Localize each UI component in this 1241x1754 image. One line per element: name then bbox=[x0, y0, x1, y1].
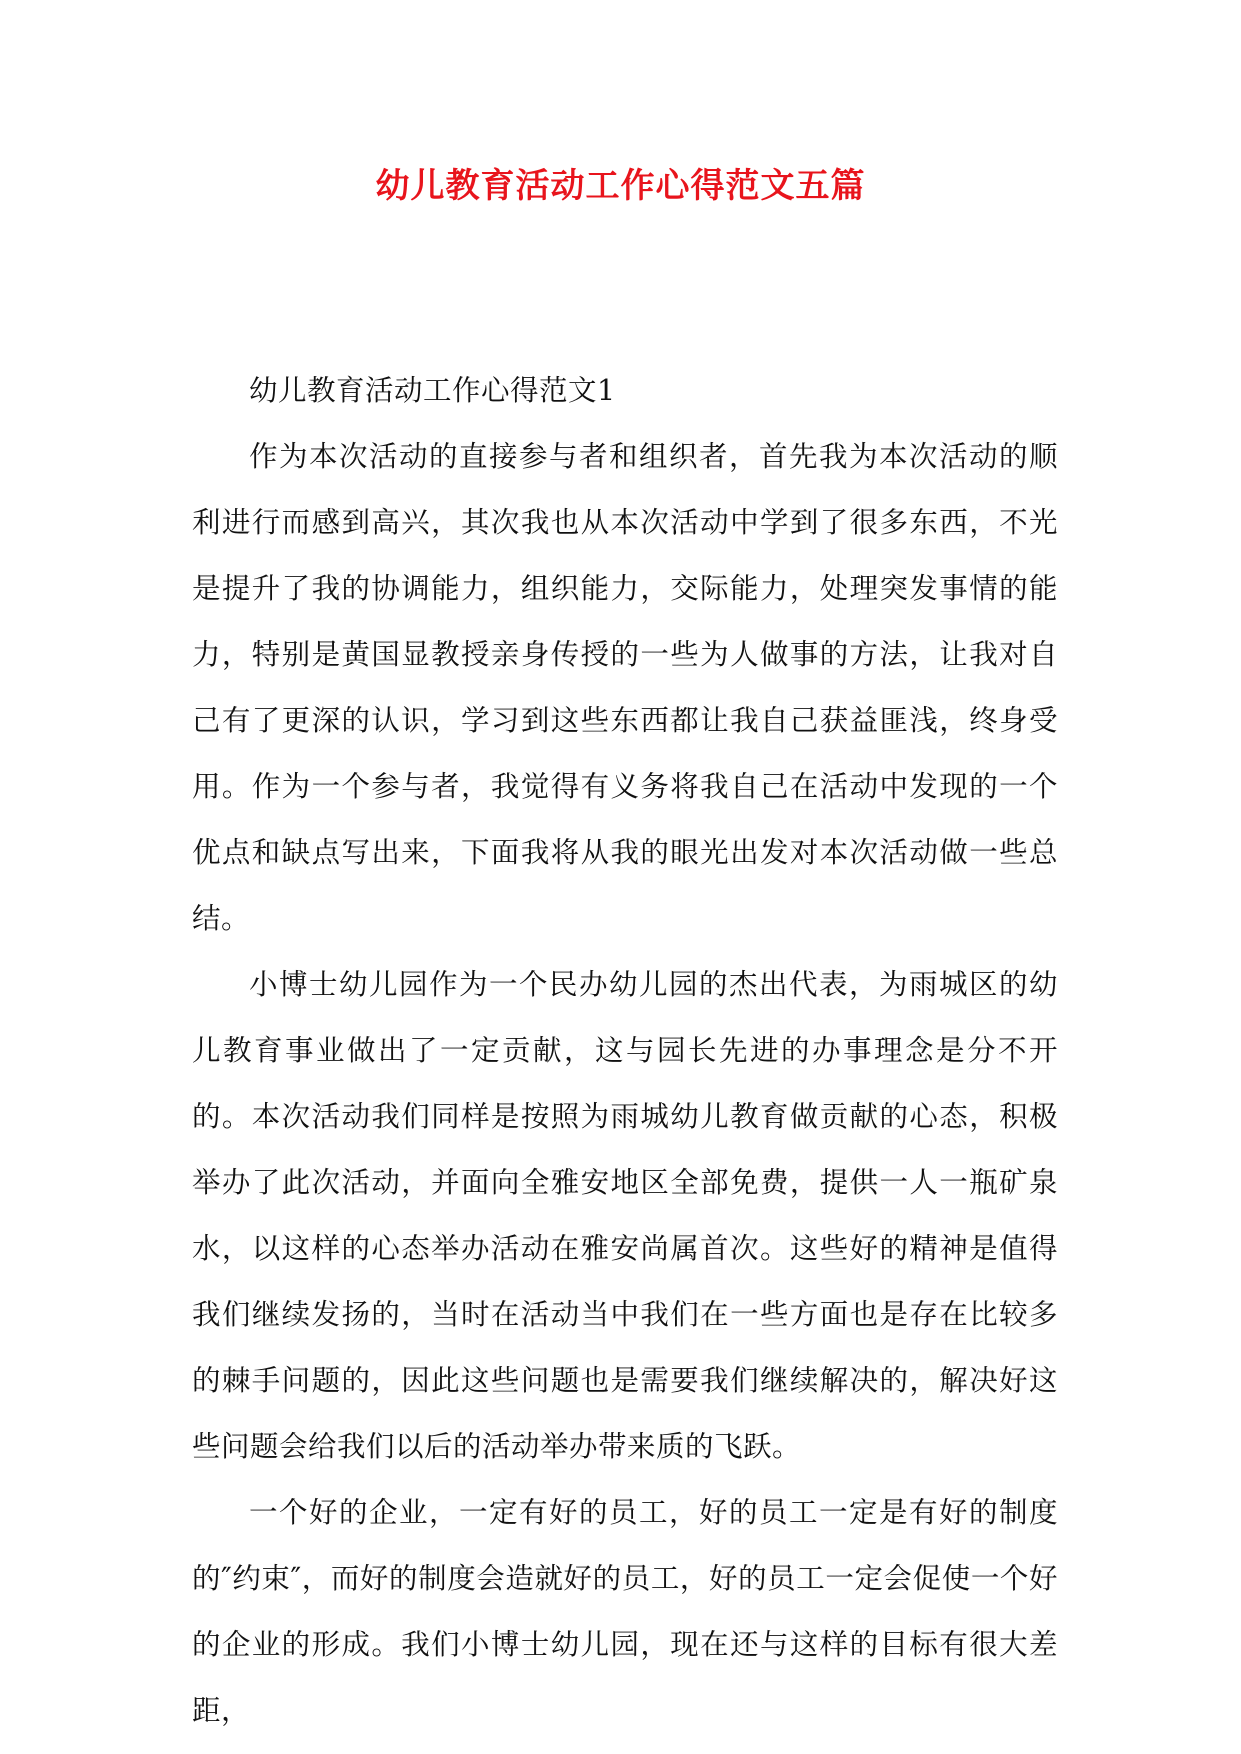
document-title: 幼儿教育活动工作心得范文五篇 bbox=[375, 166, 866, 206]
section-heading: 幼儿教育活动工作心得范文1 bbox=[249, 374, 616, 407]
paragraph: 一个好的企业，一定有好的员工，好的员工一定是有好的制度的″约束″，而好的制度会造就好的员工，好的员工一定会促使一个好的企业的形成。我们小博士幼儿园，现在还与这样的目标有很大差距， bbox=[192, 1496, 1058, 1727]
paragraph: 小博士幼儿园作为一个民办幼儿园的杰出代表，为雨城区的幼儿教育事业做出了一定贡献，这与园长先进的办事理念是分不开的。本次活动我们同样是按照为雨城幼儿教育做贡献的心态，积极举办了此次活动，并面向全雅安地区全部免费，提供一人一瓶矿泉水，以这样的心态举办活动在雅安尚属首次。这些好的精神是值得我们继续发扬的，当时在活动当中我们在一些方面也是存在比较多的棘手问题的，因此这些问题也是需要我们继续解决的，解决好这些问题会给我们以后的活动举办带来质的飞跃。 bbox=[192, 968, 1058, 1463]
document-body bbox=[192, 358, 1058, 1744]
paragraph: 作为本次活动的直接参与者和组织者，首先我为本次活动的顺利进行而感到高兴，其次我也从本次活动中学到了很多东西，不光是提升了我的协调能力，组织能力，交际能力，处理突发事情的能力，特别是黄国显教授亲身传授的一些为人做事的方法，让我对自己有了更深的认识，学习到这些东西都让我自己获益匪浅，终身受用。作为一个参与者，我觉得有义务将我自己在活动中发现的一个优点和缺点写出来，下面我将从我的眼光出发对本次活动做一些总结。 bbox=[192, 440, 1058, 935]
